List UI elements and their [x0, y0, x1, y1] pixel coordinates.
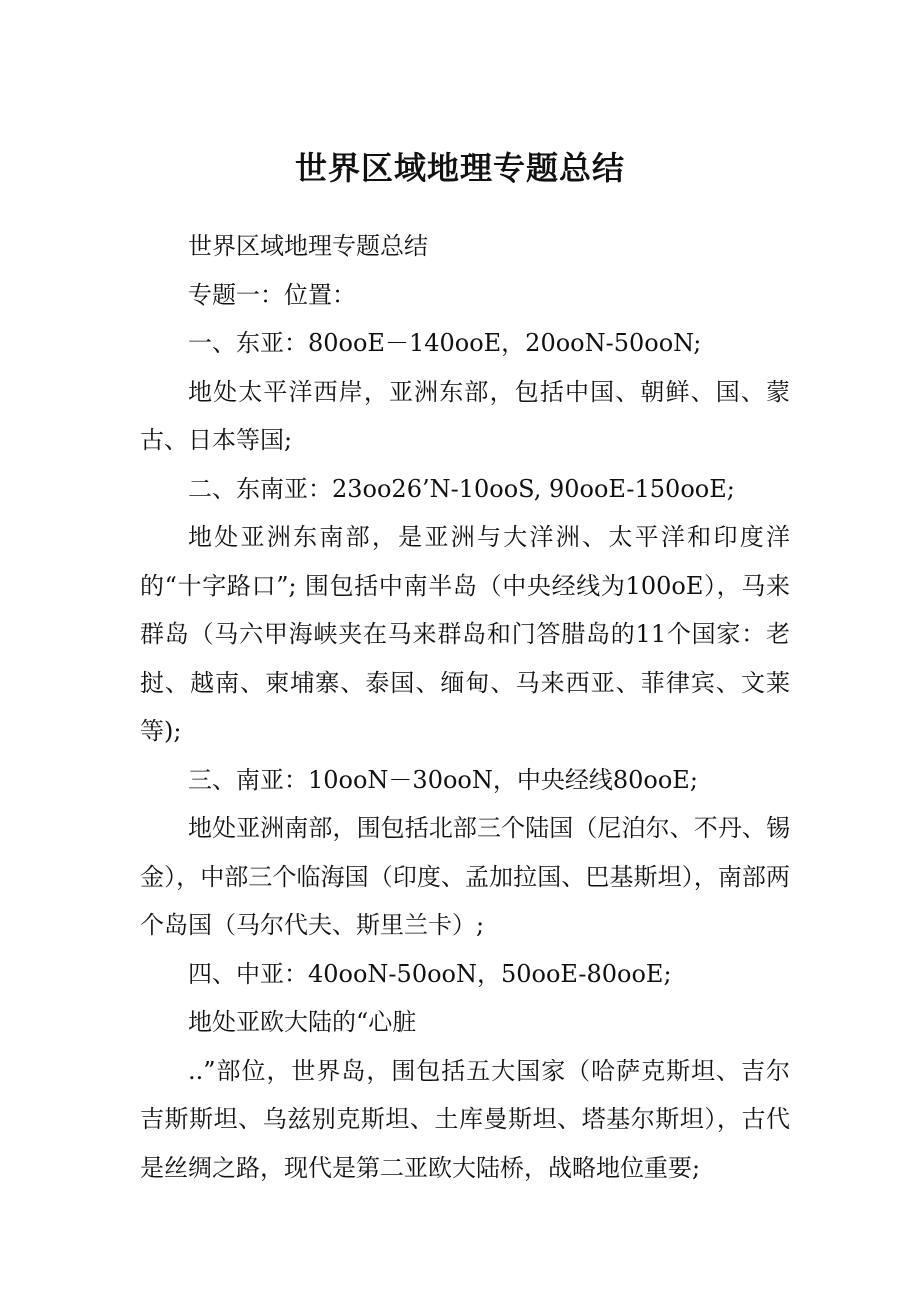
paragraph-subtitle: 世界区域地理专题总结: [188, 232, 428, 260]
paragraph-southeast-asia-desc: 地处亚洲东南部，是亚洲与大洋洲、太平洋和印度洋的“十字路口”; 围包括中南半岛（中央经线为100oE），马来群岛（马六甲海峡夹在马来群岛和门答腊岛的11个国家：老挝、越南、柬埔寨、泰国、缅甸、马来西亚、菲律宾、文莱等);: [140, 523, 790, 745]
paragraph-central-asia-heart: 地处亚欧大陆的“心脏: [188, 1008, 417, 1036]
document-body: [140, 222, 790, 1192]
paragraph-topic-heading: 专题一：位置：: [188, 280, 356, 309]
paragraph-south-asia-coords: 三、南亚：10ooN－30ooN，中央经线80ooE;: [188, 765, 698, 794]
document-title: 世界区域地理专题总结: [294, 149, 625, 187]
paragraph-south-asia-desc: 地处亚洲南部，围包括北部三个陆国（尼泊尔、不丹、锡金），中部三个临海国（印度、孟加拉国、巴基斯坦），南部两个岛国（马尔代夫、斯里兰卡）;: [140, 814, 790, 939]
paragraph-central-asia-coords: 四、中亚：40ooN-50ooN，50ooE-80ooE;: [188, 959, 672, 988]
paragraph-southeast-asia-coords: 二、东南亚：23oo26’N-10ooS, 90ooE-150ooE;: [188, 474, 735, 503]
paragraph-east-asia-coords: 一、东亚：80ooE－140ooE，20ooN-50ooN;: [188, 329, 702, 357]
paragraph-central-asia-desc: ..”部位，世界岛，围包括五大国家（哈萨克斯坦、吉尔吉斯斯坦、乌兹别克斯坦、土库曼斯坦、塔基尔斯坦），古代是丝绸之路，现代是第二亚欧大陆桥，战略地位重要;: [140, 1056, 790, 1182]
paragraph-east-asia-desc: 地处太平洋西岸，亚洲东部，包括中国、朝鲜、国、蒙古、日本等国;: [140, 377, 790, 454]
